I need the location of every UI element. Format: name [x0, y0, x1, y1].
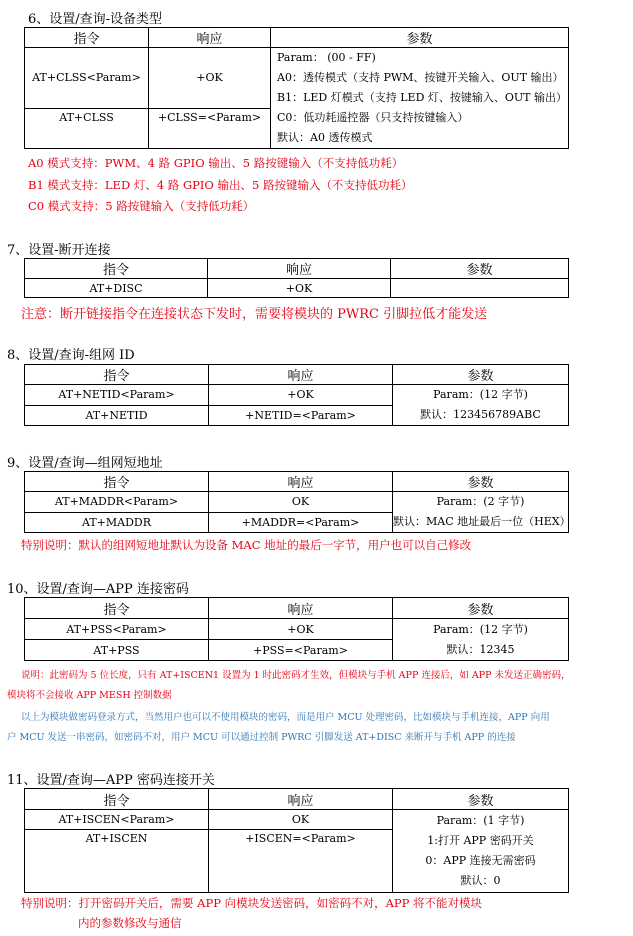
blue-note-1: 以上为模块做密码登录方式，当然用户也可以不使用模块的密码，而是用户 MCU 处理密码，比如模块与手机连接，APP 向用	[21, 712, 550, 723]
header-command: 指令	[25, 259, 208, 279]
command-cell: AT+MADDR<Param>	[25, 492, 209, 513]
header-response: 响应	[209, 789, 393, 810]
command-cell: AT+NETID	[25, 405, 209, 426]
header-command: 指令	[25, 472, 209, 492]
param-line: Param：(12 字节)	[433, 622, 528, 636]
header-params: 参数	[393, 789, 569, 810]
command-cell: AT+NETID<Param>	[25, 385, 209, 406]
param-line: Param： (00 - FF)	[277, 51, 376, 64]
response-cell: +PSS=<Param>	[209, 640, 393, 661]
note-iscen-2: 内的参数修改与通信	[78, 916, 182, 930]
response-cell: OK	[209, 492, 393, 513]
section-7-table	[24, 258, 569, 298]
param-line: 0：APP 连接无需密码	[425, 854, 536, 867]
note-a0: A0 模式支持：PWM、4 路 GPIO 输出、5 路按键输入（不支持低功耗）	[28, 156, 404, 170]
header-command: 指令	[25, 365, 209, 385]
note-pss-1: 说明：此密码为 5 位长度，只有 AT+ISCEN1 设置为 1 时此密码才生效，但模块与手机 APP 连接后，如 APP 未发送正确密码，	[21, 670, 571, 681]
response-cell: +OK	[209, 385, 393, 406]
header-response: 响应	[209, 598, 393, 619]
header-response: 响应	[209, 365, 393, 385]
param-line: 默认：12345	[446, 642, 515, 656]
section-6-title: 6、设置/查询-设备类型	[28, 12, 163, 27]
section-11-table	[24, 788, 569, 893]
param-line: C0：低功耗遥控器（只支持按键输入）	[277, 111, 469, 124]
command-cell: AT+MADDR	[25, 512, 209, 533]
blue-note-2: 户 MCU 发送一串密码，如密码不对，用户 MCU 可以通过控制 PWRC 引脚发送 AT+DISC 来断开与手机 APP 的连接	[7, 732, 516, 743]
header-command: 指令	[25, 598, 209, 619]
header-params: 参数	[393, 598, 569, 619]
param-line: 默认：123456789ABC	[420, 408, 541, 421]
param-line: Param：(1 字节)	[436, 814, 525, 827]
params-cell	[391, 279, 569, 298]
command-cell: AT+ISCEN	[25, 830, 209, 893]
section-8-table	[24, 364, 569, 426]
param-line: B1：LED 灯模式（支持 LED 灯、按键输入、OUT 输出）	[277, 91, 568, 104]
command-cell: AT+CLSS<Param>	[25, 48, 149, 109]
response-cell: +ISCEN=<Param>	[209, 830, 393, 893]
param-line: 默认：MAC 地址最后一位（HEX）	[393, 515, 571, 528]
header-command: 指令	[25, 789, 209, 810]
header-params: 参数	[271, 28, 569, 48]
section-8-title: 8、设置/查询-组网 ID	[7, 348, 135, 363]
response-cell: +OK	[208, 279, 391, 298]
response-cell: +NETID=<Param>	[209, 405, 393, 426]
section-10-title: 10、设置/查询—APP 连接密码	[7, 582, 189, 597]
note-disc: 注意：断开链接指令在连接状态下发时，需要将模块的 PWRC 引脚拉低才能发送	[21, 307, 488, 322]
command-cell: AT+PSS<Param>	[25, 619, 209, 640]
param-line: 默认：A0 透传模式	[277, 131, 373, 144]
response-cell: +CLSS=<Param>	[149, 108, 271, 148]
param-line: 默认：0	[460, 874, 501, 887]
header-params: 参数	[393, 472, 569, 492]
header-params: 参数	[393, 365, 569, 385]
section-10-table	[24, 597, 569, 661]
note-iscen-1: 特别说明：打开密码开关后，需要 APP 向模块发送密码，如密码不对，APP 将不能对模块	[21, 896, 483, 910]
param-line: Param：(12 字节)	[433, 388, 528, 401]
command-cell: AT+CLSS	[25, 108, 149, 148]
param-line: A0：透传模式（支持 PWM、按键开关输入、OUT 输出）	[277, 71, 564, 84]
response-cell: +MADDR=<Param>	[209, 512, 393, 533]
section-11-title: 11、设置/查询—APP 密码连接开关	[7, 773, 215, 788]
response-cell: +OK	[149, 48, 271, 109]
params-cell	[393, 385, 569, 426]
note-c0: C0 模式支持：5 路按键输入（支持低功耗）	[28, 199, 255, 213]
section-7-title: 7、设置-断开连接	[7, 243, 111, 258]
params-cell	[393, 810, 569, 893]
command-cell: AT+ISCEN<Param>	[25, 810, 209, 830]
params-cell	[271, 48, 569, 149]
header-response: 响应	[149, 28, 271, 48]
note-pss-2: 模块将不会接收 APP MESH 控制数据	[7, 690, 172, 701]
params-cell	[393, 619, 569, 661]
params-cell	[393, 492, 569, 533]
response-cell: OK	[209, 810, 393, 830]
section-9-table	[24, 471, 569, 533]
header-response: 响应	[208, 259, 391, 279]
header-params: 参数	[391, 259, 569, 279]
note-maddr: 特别说明：默认的组网短地址默认为设备 MAC 地址的最后一字节，用户也可以自己修改	[21, 538, 472, 552]
response-cell: +OK	[209, 619, 393, 640]
section-9-title: 9、设置/查询—组网短地址	[7, 456, 163, 471]
header-command: 指令	[25, 28, 149, 48]
command-cell: AT+PSS	[25, 640, 209, 661]
header-response: 响应	[209, 472, 393, 492]
command-cell: AT+DISC	[25, 279, 208, 298]
param-line: 1:打开 APP 密码开关	[427, 834, 534, 847]
note-b1: B1 模式支持：LED 灯、4 路 GPIO 输出、5 路按键输入（不支持低功耗）	[28, 178, 413, 192]
section-6-table	[24, 27, 569, 149]
param-line: Param：(2 字节)	[436, 495, 525, 508]
